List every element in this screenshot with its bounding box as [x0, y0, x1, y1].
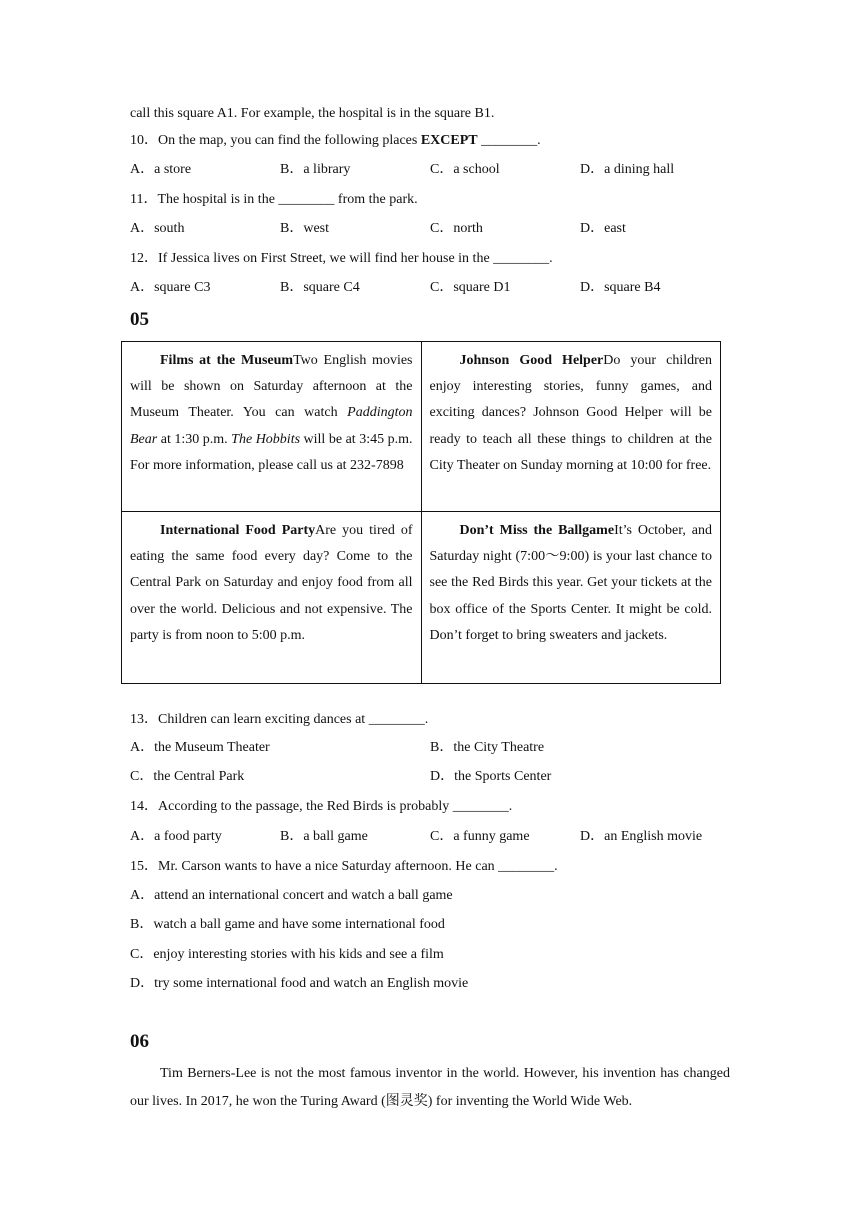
q12-option-a[interactable]: A．square C3 — [130, 280, 211, 295]
q10-option-b[interactable]: B．a library — [280, 162, 351, 177]
q12-option-c[interactable]: C．square D1 — [430, 280, 511, 295]
q14-option-d[interactable]: D．an English movie — [580, 829, 703, 844]
q11-option-c[interactable]: C．north — [430, 221, 483, 236]
q13-option-d[interactable]: D．the Sports Center — [430, 769, 552, 784]
q10-option-d[interactable]: D．a dining hall — [580, 162, 675, 177]
ad-international-food-party: International Food PartyAre you tired of eating the same food every day? Come to the Central Park on Saturday and enjoy food from all over the world. Delicious and not expensive. The party is from noon to 5:00 p.m. — [122, 512, 422, 684]
question-10-stem: 10．On the map, you can find the following places EXCEPT ________. — [130, 133, 541, 148]
q14-option-a[interactable]: A．a food party — [130, 829, 222, 844]
q11-option-b[interactable]: B．west — [280, 221, 329, 236]
q11-option-a[interactable]: A．south — [130, 221, 185, 236]
q14-option-b[interactable]: B．a ball game — [280, 829, 368, 844]
question-13-stem: 13．Children can learn exciting dances at ________. — [130, 712, 429, 727]
passage-06-paragraph: Tim Berners-Lee is not the most famous inventor in the world. However, his invention has changed our lives. In 2017, he won the Turing Award (图灵奖) for inventing the World Wide Web. — [130, 1066, 730, 1109]
q14-option-c[interactable]: C．a funny game — [430, 829, 530, 844]
q15-option-b[interactable]: B．watch a ball game and have some international food — [130, 917, 445, 932]
q15-option-a[interactable]: A．attend an international concert and watch a ball game — [130, 888, 453, 903]
section-heading-06: 06 — [130, 1031, 149, 1052]
q15-option-d[interactable]: D．try some international food and watch an English movie — [130, 976, 469, 991]
q10-option-c[interactable]: C．a school — [430, 162, 500, 177]
question-15-stem: 15．Mr. Carson wants to have a nice Saturday afternoon. He can ________. — [130, 859, 558, 874]
ad-johnson-good-helper: Johnson Good HelperDo your children enjoy interesting stories, funny games, and exciting dances? Johnson Good Helper will be ready to teach all these things to children at the City Theater on Sunday morning at 10:00 for free. — [421, 342, 721, 512]
section-heading-05: 05 — [130, 309, 149, 330]
q15-option-c[interactable]: C．enjoy interesting stories with his kids and see a film — [130, 947, 444, 962]
question-11-stem: 11．The hospital is in the ________ from the park. — [130, 192, 418, 207]
q11-option-d[interactable]: D．east — [580, 221, 626, 236]
ad-films-at-the-museum: Films at the MuseumTwo English movies will be shown on Saturday afternoon at the Museum Theater. You can watch Paddington Bear at 1:30 p.m. The Hobbits will be at 3:45 p.m. For more information, please call us at 232-7898 — [122, 342, 422, 512]
q12-option-d[interactable]: D．square B4 — [580, 280, 661, 295]
ad-dont-miss-the-ballgame: Don’t Miss the BallgameIt’s October, and Saturday night (7:00～9:00) is your last chance to see the Red Birds this year. Get your tickets at the box office of the Sports Center. It might be cold. Don’t forget to bring sweaters and jackets. — [421, 512, 721, 684]
intro-line: call this square A1. For example, the hospital is in the square B1. — [130, 106, 495, 121]
q10-option-a[interactable]: A．a store — [130, 162, 192, 177]
advertisements-table — [121, 341, 721, 684]
q13-option-b[interactable]: B．the City Theatre — [430, 740, 545, 755]
question-12-stem: 12．If Jessica lives on First Street, we will find her house in the ________. — [130, 251, 553, 266]
q13-option-a[interactable]: A．the Museum Theater — [130, 740, 270, 755]
q13-option-c[interactable]: C．the Central Park — [130, 769, 245, 784]
q12-option-b[interactable]: B．square C4 — [280, 280, 360, 295]
question-14-stem: 14．According to the passage, the Red Birds is probably ________. — [130, 799, 513, 814]
